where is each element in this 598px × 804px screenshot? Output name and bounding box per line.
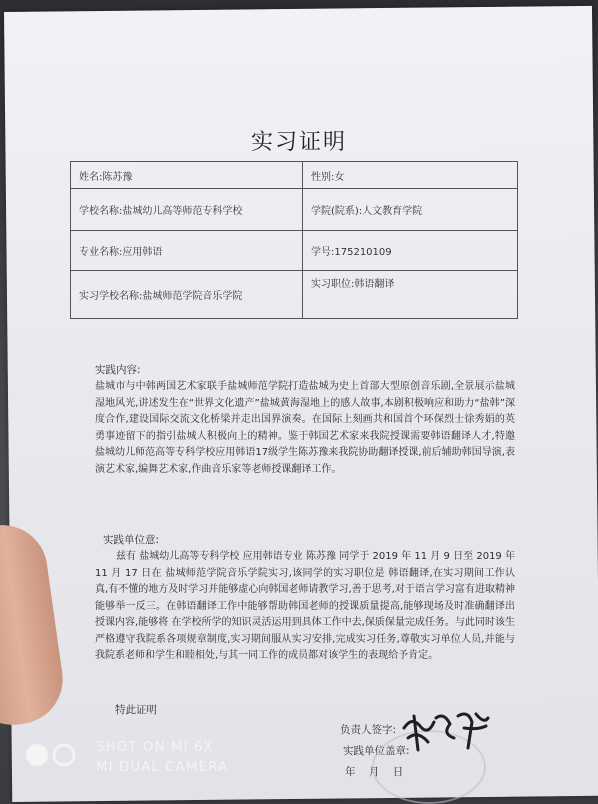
unit-opinion-paragraph: 兹有 盐城幼儿高等专科学校 应用韩语专业 陈苏豫 同学于 2019 年 11 月 9 日至 2019 年 11 月 17 日在 盐城师范学院音乐学院实习,该同学的实习职位是 韩语翻译,在实习期间工作认真,有不懂的地方及时学习并能够虚心向韩国老师请教学习,善于思考,对于语言学习富有进取精神能够举一反三。在韩语翻译工作中能够帮助韩国老师的授课质量提高,能够现场及时准确翻译出授课内容,能够将 在学校所学的知识灵活运用到具体工作中去,保质保量完成任务。与此同时该生严格遵守我院系各项规章制度,实习期间服从实习安排,完成实习任务,尊敬实习单位人员,并能与我院系老师和学生和睦相处,与其一同工作的成员都对该学生的表现给予肯定。 [95, 551, 515, 661]
handwritten-signature-icon [398, 708, 493, 756]
student-info-table [70, 161, 518, 319]
content-paragraph: 盐城市与中韩两国艺术家联手盐城师范学院打造盐城为史上首部大型原创音乐剧,全景展示盐城湿地风光,讲述发生在“世界文化遗产”盐城黄海湿地上的感人故事,本剧积极响应和助力“盐韩”深度合作,建设国际交流文化桥梁并走出国界演奏。在国际上刻画共和国首个环保烈士徐秀娟的英勇事迹留下的指引盐城人积极向上的精神。鉴于韩国艺术家来我院授课需要韩语翻译人才,特邀盐城幼儿师范高等专科学校应用韩语17级学生陈苏豫来我院协助翻译授课,前后辅助韩国导演,表演艺术家,编舞艺术家,作曲音乐家等老师授课翻译工作。 [95, 381, 515, 475]
student-gender: 性别:女 [303, 162, 518, 189]
department-name: 学院(院系):人文教育学院 [303, 189, 518, 231]
camera-watermark-logo-icon [24, 742, 84, 768]
stamp-label: 实践单位盖章: [343, 745, 410, 757]
major-name: 专业名称:应用韩语 [71, 231, 303, 271]
watermark-line-1: SHOT ON MI 6X [96, 739, 214, 755]
intern-school-name: 实习学校名称:盐城师范学院音乐学院 [71, 271, 303, 319]
unit-opinion-heading: 实践单位意: [103, 534, 160, 546]
student-name: 姓名:陈苏豫 [71, 162, 303, 189]
content-heading: 实践内容: [95, 364, 141, 376]
document-title: 实习证明 [250, 130, 347, 155]
intern-position: 实习职位:韩语翻译 [303, 271, 518, 319]
school-name: 学校名称:盐城幼儿高等师范专科学校 [71, 189, 303, 231]
closing-text: 特此证明 [115, 704, 157, 716]
date-label: 年 月 日 [345, 766, 404, 778]
camera-watermark [96, 737, 228, 777]
student-id: 学号:175210109 [303, 231, 518, 271]
watermark-line-2: MI DUAL CAMERA [96, 759, 229, 775]
signer-label: 负责人签字: [340, 724, 397, 736]
